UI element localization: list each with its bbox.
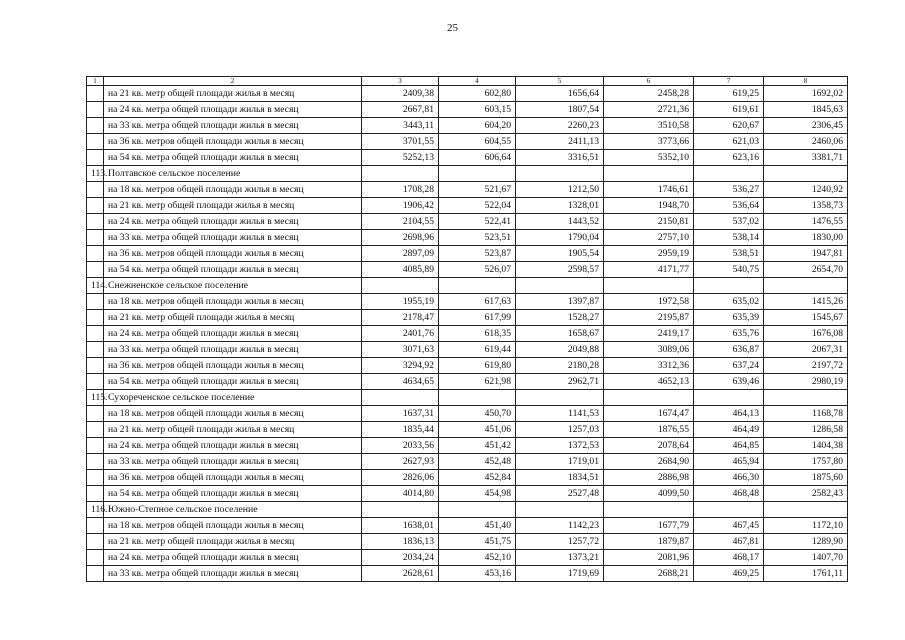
value-cell: 466,30 <box>694 470 764 486</box>
row-index <box>87 518 104 534</box>
value-cell: 1757,80 <box>764 454 848 470</box>
table-row <box>87 470 848 486</box>
row-index <box>87 326 104 342</box>
table-row <box>87 518 848 534</box>
row-description: на 33 кв. метра общей площади жилья в месяц <box>104 454 362 470</box>
value-cell: 1830,00 <box>764 230 848 246</box>
value-cell: 620,67 <box>694 118 764 134</box>
value-cell: 1415,26 <box>764 294 848 310</box>
row-index <box>87 134 104 150</box>
row-description: на 24 кв. метра общей площади жилья в месяц <box>104 326 362 342</box>
value-cell <box>516 166 604 182</box>
value-cell: 451,75 <box>439 534 516 550</box>
value-cell: 2049,88 <box>516 342 604 358</box>
settlement-name: Сухореченское сельское поселение <box>104 390 362 406</box>
value-cell: 464,13 <box>694 406 764 422</box>
row-description: на 33 кв. метра общей площади жилья в месяц <box>104 342 362 358</box>
value-cell: 621,98 <box>439 374 516 390</box>
column-number: 3 <box>362 77 439 86</box>
value-cell: 1836,13 <box>362 534 439 550</box>
table-row <box>87 422 848 438</box>
table-row <box>87 310 848 326</box>
value-cell: 1807,54 <box>516 102 604 118</box>
table-row <box>87 438 848 454</box>
row-index <box>87 406 104 422</box>
column-number: 8 <box>764 77 848 86</box>
value-cell: 2628,61 <box>362 566 439 582</box>
value-cell: 617,63 <box>439 294 516 310</box>
table-row <box>87 550 848 566</box>
value-cell <box>362 278 439 294</box>
row-index <box>87 86 104 102</box>
row-description: на 21 кв. метр общей площади жилья в месяц <box>104 534 362 550</box>
value-cell: 468,48 <box>694 486 764 502</box>
value-cell: 522,41 <box>439 214 516 230</box>
value-cell <box>439 278 516 294</box>
value-cell: 2897,09 <box>362 246 439 262</box>
table-row <box>87 214 848 230</box>
value-cell: 3071,63 <box>362 342 439 358</box>
row-description: на 54 кв. метра общей площади жилья в месяц <box>104 374 362 390</box>
value-cell: 2104,55 <box>362 214 439 230</box>
value-cell <box>604 278 694 294</box>
value-cell <box>764 278 848 294</box>
value-cell: 1407,70 <box>764 550 848 566</box>
settlement-name: Южно-Степное сельское поселение <box>104 502 362 518</box>
row-index <box>87 214 104 230</box>
value-cell <box>604 502 694 518</box>
row-index <box>87 470 104 486</box>
value-cell: 1372,53 <box>516 438 604 454</box>
value-cell: 1761,11 <box>764 566 848 582</box>
value-cell: 1373,21 <box>516 550 604 566</box>
value-cell: 526,07 <box>439 262 516 278</box>
value-cell <box>439 502 516 518</box>
value-cell: 619,80 <box>439 358 516 374</box>
value-cell: 2688,21 <box>604 566 694 582</box>
value-cell: 464,49 <box>694 422 764 438</box>
tariff-table <box>86 76 848 582</box>
row-description: на 54 кв. метра общей площади жилья в месяц <box>104 262 362 278</box>
value-cell <box>694 278 764 294</box>
value-cell: 450,70 <box>439 406 516 422</box>
value-cell: 3510,58 <box>604 118 694 134</box>
value-cell: 3701,55 <box>362 134 439 150</box>
table-row <box>87 246 848 262</box>
value-cell: 536,64 <box>694 198 764 214</box>
value-cell: 3381,71 <box>764 150 848 166</box>
value-cell: 2886,98 <box>604 470 694 486</box>
value-cell: 1328,01 <box>516 198 604 214</box>
row-index <box>87 342 104 358</box>
value-cell: 619,25 <box>694 86 764 102</box>
table-row <box>87 486 848 502</box>
value-cell: 604,55 <box>439 134 516 150</box>
value-cell: 451,42 <box>439 438 516 454</box>
value-cell: 522,04 <box>439 198 516 214</box>
value-cell: 523,87 <box>439 246 516 262</box>
value-cell: 1638,01 <box>362 518 439 534</box>
row-index: 116. <box>87 502 104 518</box>
value-cell: 1835,44 <box>362 422 439 438</box>
value-cell <box>764 166 848 182</box>
row-description: на 54 кв. метра общей площади жилья в месяц <box>104 486 362 502</box>
table-row <box>87 262 848 278</box>
value-cell: 3294,92 <box>362 358 439 374</box>
value-cell: 540,75 <box>694 262 764 278</box>
row-description: на 21 кв. метр общей площади жилья в месяц <box>104 310 362 326</box>
row-index <box>87 550 104 566</box>
value-cell: 521,67 <box>439 182 516 198</box>
value-cell: 2598,57 <box>516 262 604 278</box>
settlement-name: Снежненское сельское поселение <box>104 278 362 294</box>
value-cell: 1658,67 <box>516 326 604 342</box>
table-row <box>87 102 848 118</box>
row-index: 114. <box>87 278 104 294</box>
table-row <box>87 326 848 342</box>
value-cell: 1141,53 <box>516 406 604 422</box>
table-row <box>87 294 848 310</box>
value-cell: 1719,69 <box>516 566 604 582</box>
value-cell: 4014,80 <box>362 486 439 502</box>
value-cell: 1212,50 <box>516 182 604 198</box>
value-cell: 1972,58 <box>604 294 694 310</box>
value-cell: 1790,04 <box>516 230 604 246</box>
row-description: на 33 кв. метра общей площади жилья в месяц <box>104 230 362 246</box>
row-description: на 21 кв. метр общей площади жилья в месяц <box>104 422 362 438</box>
column-number: 1 <box>87 77 104 86</box>
row-index <box>87 118 104 134</box>
section-row <box>87 502 848 518</box>
value-cell: 1875,60 <box>764 470 848 486</box>
value-cell: 2033,56 <box>362 438 439 454</box>
value-cell: 451,40 <box>439 518 516 534</box>
row-index <box>87 310 104 326</box>
value-cell: 1476,55 <box>764 214 848 230</box>
value-cell: 454,98 <box>439 486 516 502</box>
value-cell: 636,87 <box>694 342 764 358</box>
value-cell: 2721,36 <box>604 102 694 118</box>
row-description: на 18 кв. метров общей площади жилья в месяц <box>104 294 362 310</box>
value-cell: 2411,13 <box>516 134 604 150</box>
value-cell: 1443,52 <box>516 214 604 230</box>
row-index <box>87 486 104 502</box>
value-cell: 4099,50 <box>604 486 694 502</box>
column-number: 5 <box>516 77 604 86</box>
table-row <box>87 358 848 374</box>
value-cell: 1845,63 <box>764 102 848 118</box>
value-cell: 2582,43 <box>764 486 848 502</box>
value-cell: 452,10 <box>439 550 516 566</box>
value-cell: 1545,67 <box>764 310 848 326</box>
value-cell <box>694 502 764 518</box>
value-cell: 2419,17 <box>604 326 694 342</box>
row-index: 113. <box>87 166 104 182</box>
value-cell <box>516 502 604 518</box>
value-cell: 2197,72 <box>764 358 848 374</box>
row-index <box>87 230 104 246</box>
value-cell: 635,39 <box>694 310 764 326</box>
table-row <box>87 534 848 550</box>
value-cell: 1692,02 <box>764 86 848 102</box>
value-cell: 451,06 <box>439 422 516 438</box>
value-cell: 538,51 <box>694 246 764 262</box>
section-row <box>87 166 848 182</box>
row-index <box>87 246 104 262</box>
column-number: 6 <box>604 77 694 86</box>
value-cell: 1528,27 <box>516 310 604 326</box>
value-cell: 467,81 <box>694 534 764 550</box>
value-cell: 2980,19 <box>764 374 848 390</box>
value-cell <box>764 390 848 406</box>
table-row <box>87 454 848 470</box>
value-cell: 1240,92 <box>764 182 848 198</box>
value-cell: 2195,87 <box>604 310 694 326</box>
row-description: на 36 кв. метров общей площади жилья в месяц <box>104 470 362 486</box>
settlement-name: Полтавское сельское поселение <box>104 166 362 182</box>
value-cell: 602,80 <box>439 86 516 102</box>
value-cell: 603,15 <box>439 102 516 118</box>
value-cell: 1674,47 <box>604 406 694 422</box>
value-cell <box>694 166 764 182</box>
value-cell: 5252,13 <box>362 150 439 166</box>
table-row <box>87 374 848 390</box>
value-cell: 639,46 <box>694 374 764 390</box>
value-cell <box>362 390 439 406</box>
table-body <box>87 86 848 582</box>
value-cell: 2409,38 <box>362 86 439 102</box>
value-cell: 2180,28 <box>516 358 604 374</box>
value-cell: 2667,81 <box>362 102 439 118</box>
value-cell: 465,94 <box>694 454 764 470</box>
table-row <box>87 198 848 214</box>
row-description: на 36 кв. метров общей площади жилья в месяц <box>104 246 362 262</box>
value-cell <box>516 278 604 294</box>
value-cell: 1947,81 <box>764 246 848 262</box>
column-number: 2 <box>104 77 362 86</box>
row-description: на 18 кв. метров общей площади жилья в месяц <box>104 406 362 422</box>
value-cell: 2401,76 <box>362 326 439 342</box>
value-cell: 1289,90 <box>764 534 848 550</box>
value-cell: 1676,08 <box>764 326 848 342</box>
value-cell: 2959,19 <box>604 246 694 262</box>
value-cell: 2306,45 <box>764 118 848 134</box>
row-index <box>87 358 104 374</box>
value-cell: 536,27 <box>694 182 764 198</box>
value-cell: 4085,89 <box>362 262 439 278</box>
value-cell <box>604 166 694 182</box>
row-index <box>87 438 104 454</box>
value-cell: 1746,61 <box>604 182 694 198</box>
row-description: на 24 кв. метра общей площади жилья в месяц <box>104 550 362 566</box>
value-cell: 618,35 <box>439 326 516 342</box>
value-cell: 3443,11 <box>362 118 439 134</box>
value-cell: 1358,73 <box>764 198 848 214</box>
value-cell <box>694 390 764 406</box>
section-row <box>87 390 848 406</box>
row-index <box>87 374 104 390</box>
value-cell: 2260,23 <box>516 118 604 134</box>
row-description: на 54 кв. метра общей площади жилья в месяц <box>104 150 362 166</box>
value-cell: 1876,55 <box>604 422 694 438</box>
value-cell <box>604 390 694 406</box>
page-number: 25 <box>447 22 458 34</box>
row-description: на 24 кв. метра общей площади жилья в месяц <box>104 214 362 230</box>
value-cell: 1257,03 <box>516 422 604 438</box>
value-cell: 1656,64 <box>516 86 604 102</box>
row-description: на 33 кв. метра общей площади жилья в месяц <box>104 566 362 582</box>
row-description: на 21 кв. метр общей площади жилья в месяц <box>104 198 362 214</box>
value-cell: 1677,79 <box>604 518 694 534</box>
value-cell: 537,02 <box>694 214 764 230</box>
row-description: на 18 кв. метров общей площади жилья в месяц <box>104 182 362 198</box>
value-cell: 452,48 <box>439 454 516 470</box>
value-cell: 4171,77 <box>604 262 694 278</box>
value-cell: 1397,87 <box>516 294 604 310</box>
value-cell: 617,99 <box>439 310 516 326</box>
value-cell: 538,14 <box>694 230 764 246</box>
row-description: на 21 кв. метр общей площади жилья в месяц <box>104 86 362 102</box>
value-cell: 1286,58 <box>764 422 848 438</box>
value-cell: 1172,10 <box>764 518 848 534</box>
value-cell: 635,02 <box>694 294 764 310</box>
value-cell: 606,64 <box>439 150 516 166</box>
value-cell: 1834,51 <box>516 470 604 486</box>
table-row <box>87 182 848 198</box>
row-index <box>87 262 104 278</box>
value-cell: 1168,78 <box>764 406 848 422</box>
value-cell: 3316,51 <box>516 150 604 166</box>
value-cell: 2654,70 <box>764 262 848 278</box>
value-cell: 1948,70 <box>604 198 694 214</box>
table-row <box>87 342 848 358</box>
value-cell: 523,51 <box>439 230 516 246</box>
value-cell: 469,25 <box>694 566 764 582</box>
row-index <box>87 566 104 582</box>
row-index <box>87 198 104 214</box>
value-cell: 2684,90 <box>604 454 694 470</box>
table-row <box>87 566 848 582</box>
table-row <box>87 406 848 422</box>
row-index <box>87 454 104 470</box>
value-cell: 1955,19 <box>362 294 439 310</box>
row-description: на 36 кв. метров общей площади жилья в месяц <box>104 134 362 150</box>
value-cell: 3773,66 <box>604 134 694 150</box>
value-cell: 1142,23 <box>516 518 604 534</box>
row-description: на 36 кв. метров общей площади жилья в месяц <box>104 358 362 374</box>
row-description: на 24 кв. метра общей площади жилья в месяц <box>104 438 362 454</box>
value-cell <box>516 390 604 406</box>
value-cell: 467,45 <box>694 518 764 534</box>
value-cell: 1257,72 <box>516 534 604 550</box>
row-index <box>87 534 104 550</box>
value-cell: 2078,64 <box>604 438 694 454</box>
column-number: 4 <box>439 77 516 86</box>
value-cell: 1879,87 <box>604 534 694 550</box>
value-cell: 5352,10 <box>604 150 694 166</box>
column-number-row <box>87 77 848 86</box>
value-cell: 2962,71 <box>516 374 604 390</box>
value-cell: 637,24 <box>694 358 764 374</box>
table-row <box>87 86 848 102</box>
value-cell: 2698,96 <box>362 230 439 246</box>
value-cell: 453,16 <box>439 566 516 582</box>
value-cell: 2150,81 <box>604 214 694 230</box>
table-row <box>87 150 848 166</box>
value-cell: 1404,38 <box>764 438 848 454</box>
value-cell <box>764 502 848 518</box>
value-cell: 2527,48 <box>516 486 604 502</box>
row-index <box>87 294 104 310</box>
row-description: на 33 кв. метра общей площади жилья в месяц <box>104 118 362 134</box>
value-cell: 623,16 <box>694 150 764 166</box>
value-cell: 2034,24 <box>362 550 439 566</box>
value-cell: 619,61 <box>694 102 764 118</box>
value-cell: 1719,01 <box>516 454 604 470</box>
column-number: 7 <box>694 77 764 86</box>
row-index <box>87 150 104 166</box>
value-cell: 3312,36 <box>604 358 694 374</box>
value-cell: 604,20 <box>439 118 516 134</box>
value-cell: 2458,28 <box>604 86 694 102</box>
value-cell: 621,03 <box>694 134 764 150</box>
table-row <box>87 118 848 134</box>
row-index <box>87 422 104 438</box>
value-cell: 619,44 <box>439 342 516 358</box>
value-cell: 2627,93 <box>362 454 439 470</box>
section-row <box>87 278 848 294</box>
value-cell: 2081,96 <box>604 550 694 566</box>
value-cell <box>439 390 516 406</box>
value-cell: 452,84 <box>439 470 516 486</box>
value-cell: 1905,54 <box>516 246 604 262</box>
value-cell <box>439 166 516 182</box>
row-index <box>87 182 104 198</box>
row-index <box>87 102 104 118</box>
value-cell: 2460,06 <box>764 134 848 150</box>
value-cell: 468,17 <box>694 550 764 566</box>
value-cell: 2826,06 <box>362 470 439 486</box>
table-row <box>87 230 848 246</box>
value-cell: 2067,31 <box>764 342 848 358</box>
value-cell <box>362 502 439 518</box>
value-cell: 635,76 <box>694 326 764 342</box>
value-cell: 1637,31 <box>362 406 439 422</box>
value-cell: 3089,06 <box>604 342 694 358</box>
value-cell: 464,85 <box>694 438 764 454</box>
row-index: 115. <box>87 390 104 406</box>
value-cell: 2178,47 <box>362 310 439 326</box>
row-description: на 18 кв. метров общей площади жилья в месяц <box>104 518 362 534</box>
value-cell: 1906,42 <box>362 198 439 214</box>
row-description: на 24 кв. метра общей площади жилья в месяц <box>104 102 362 118</box>
value-cell <box>362 166 439 182</box>
value-cell: 4652,13 <box>604 374 694 390</box>
value-cell: 2757,10 <box>604 230 694 246</box>
value-cell: 4634,65 <box>362 374 439 390</box>
value-cell: 1708,28 <box>362 182 439 198</box>
table-row <box>87 134 848 150</box>
